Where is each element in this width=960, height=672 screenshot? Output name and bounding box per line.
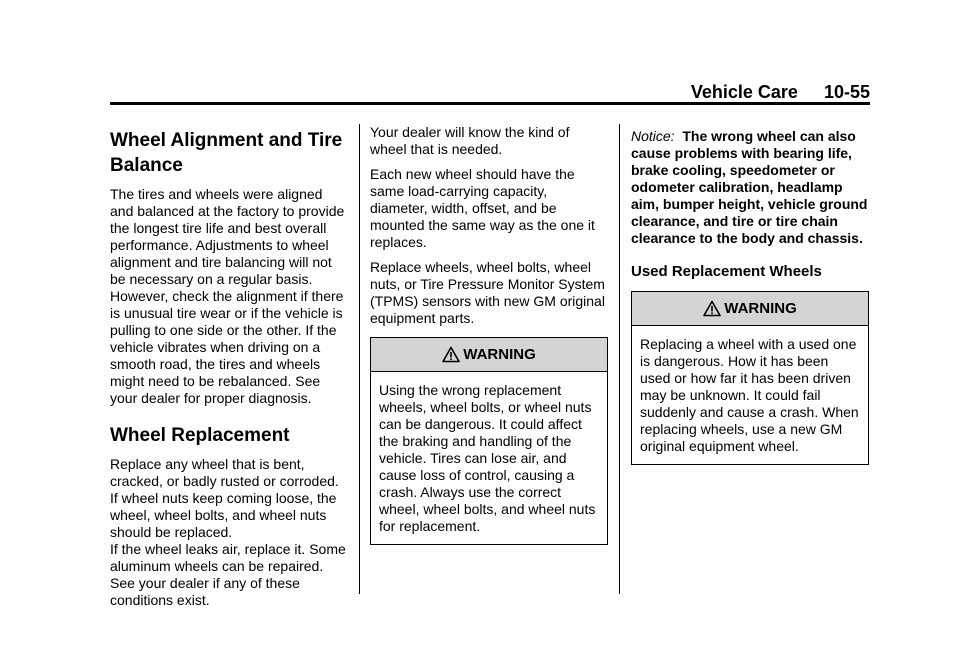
column-divider xyxy=(359,124,360,594)
paragraph: If the wheel leaks air, replace it. Some aluminum wheels can be repaired. See your dealer if any of these conditions exist. xyxy=(110,541,346,608)
warning-body xyxy=(371,372,607,544)
warning-header xyxy=(632,292,868,326)
column-3 xyxy=(631,124,869,465)
warning-triangle-icon xyxy=(703,300,721,317)
column-2 xyxy=(370,124,608,545)
warning-header xyxy=(371,338,607,372)
paragraph: Replace any wheel that is bent, cracked, or badly rusted or corroded. If wheel nuts keep coming loose, the wheel, wheel bolts, and wheel nuts should be replaced. xyxy=(110,456,339,540)
page-header xyxy=(110,82,870,102)
header-rule xyxy=(110,102,870,105)
paragraph: Replace wheels, wheel bolts, wheel nuts, or Tire Pressure Monitor System (TPMS) sensors with new GM original equipment parts. xyxy=(370,259,605,326)
paragraph: Each new wheel should have the same load-carrying capacity, diameter, width, offset, and be mounted the same way as the one it replaces. xyxy=(370,166,595,250)
paragraph: The tires and wheels were aligned and balanced at the factory to provide the longest tire life and best overall performance. Adjustments to wheel alignment and tire balancing will not be necessary on a regular basis. However, check the alignment if there is unusual tire wear or if the vehicle is pulling to one side or the other. If the vehicle vibrates when driving on a smooth road, the tires and wheels might need to be rebalanced. See your dealer for proper diagnosis. xyxy=(110,186,345,406)
paragraph: Your dealer will know the kind of wheel that is needed. xyxy=(370,124,570,157)
warning-box xyxy=(631,291,869,465)
warning-title: WARNING xyxy=(724,300,797,317)
notice-text: The wrong wheel can also cause problems with bearing life, brake cooling, speedometer or odometer calibration, headlamp aim, bumper height, vehicle ground clearance, and tire or tire chain clearance to the body and chassis. xyxy=(631,128,868,246)
warning-text: Using the wrong replacement wheels, wheel bolts, or wheel nuts can be dangerous. It could affect the braking and handling of the vehicle. Tires can lose air, and cause loss of control, causing a crash. Always use the correct wheel, wheel bolts, and wheel nuts for replacement. xyxy=(379,382,596,534)
column-1 xyxy=(110,124,348,617)
page-number: 10-55 xyxy=(823,82,870,102)
heading-wheel-replacement: Wheel Replacement xyxy=(110,425,290,446)
warning-body xyxy=(632,326,868,464)
warning-box xyxy=(370,337,608,545)
heading-used-replacement-wheels: Used Replacement Wheels xyxy=(631,263,822,280)
notice-label: Notice: xyxy=(631,128,675,144)
notice xyxy=(631,128,869,247)
warning-title: WARNING xyxy=(463,346,536,363)
column-divider xyxy=(619,124,620,594)
heading-wheel-alignment: Wheel Alignment and Tire Balance xyxy=(110,130,343,176)
warning-text: Replacing a wheel with a used one is dangerous. How it has been used or how far it has been driven may be unknown. It could fail suddenly and cause a crash. When replacing wheels, use a new GM original equipment wheel. xyxy=(640,336,859,454)
section-title: Vehicle Care xyxy=(690,82,798,102)
warning-triangle-icon xyxy=(442,346,460,363)
